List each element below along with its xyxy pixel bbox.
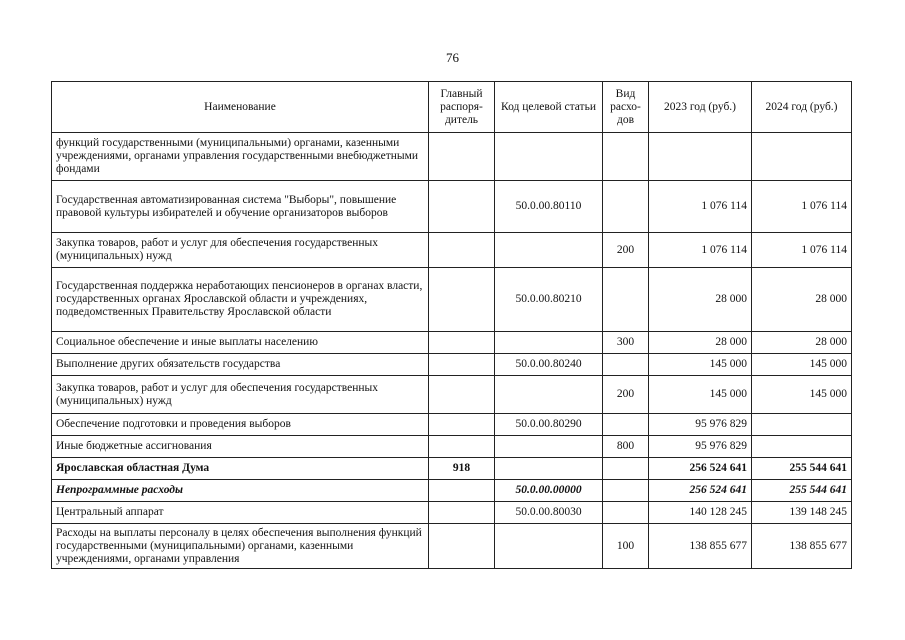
table-header-row [52, 82, 852, 133]
row-manager [429, 268, 495, 332]
row-code: 50.0.00.80240 [495, 354, 603, 376]
row-code [495, 133, 603, 181]
row-type [603, 502, 649, 524]
table-row [52, 133, 852, 181]
row-type: 800 [603, 436, 649, 458]
row-name: Непрограммные расходы [52, 480, 429, 502]
row-manager [429, 480, 495, 502]
header-name: Наименование [52, 82, 429, 133]
table-row [52, 332, 852, 354]
row-2024 [752, 133, 852, 181]
table-row [52, 354, 852, 376]
row-2023: 256 524 641 [649, 458, 752, 480]
row-type [603, 480, 649, 502]
header-expense-type: Вид расхо-дов [603, 82, 649, 133]
row-manager [429, 436, 495, 458]
row-2024 [752, 436, 852, 458]
row-name: Государственная поддержка неработающих пенсионеров в органах власти, государственных органах Ярославской области и учреждениях, подведомственных Правительству Ярославской области [52, 268, 429, 332]
table-row [52, 524, 852, 569]
row-name: функций государственными (муниципальными) органами, казенными учреждениями, органами управления государственными внебюджетными фондами [52, 133, 429, 181]
row-type [603, 414, 649, 436]
row-type: 100 [603, 524, 649, 569]
row-2023: 1 076 114 [649, 233, 752, 268]
row-2024: 1 076 114 [752, 233, 852, 268]
row-name: Иные бюджетные ассигнования [52, 436, 429, 458]
row-code [495, 376, 603, 414]
table-row [52, 414, 852, 436]
row-type [603, 268, 649, 332]
row-name: Выполнение других обязательств государства [52, 354, 429, 376]
row-2024: 139 148 245 [752, 502, 852, 524]
row-2023: 95 976 829 [649, 414, 752, 436]
row-type: 300 [603, 332, 649, 354]
row-type [603, 354, 649, 376]
row-code [495, 458, 603, 480]
header-manager: Главный распоря-дитель [429, 82, 495, 133]
row-type [603, 133, 649, 181]
budget-table [51, 81, 852, 569]
row-code [495, 332, 603, 354]
row-code: 50.0.00.80110 [495, 181, 603, 233]
row-name: Центральный аппарат [52, 502, 429, 524]
row-name: Ярославская областная Дума [52, 458, 429, 480]
row-2023: 145 000 [649, 376, 752, 414]
row-2024: 138 855 677 [752, 524, 852, 569]
row-manager [429, 332, 495, 354]
row-2023: 138 855 677 [649, 524, 752, 569]
row-2024: 28 000 [752, 332, 852, 354]
row-code [495, 524, 603, 569]
row-manager [429, 502, 495, 524]
row-type [603, 458, 649, 480]
row-name: Закупка товаров, работ и услуг для обеспечения государственных (муниципальных) нужд [52, 376, 429, 414]
table-row [52, 436, 852, 458]
row-manager [429, 376, 495, 414]
row-name: Закупка товаров, работ и услуг для обеспечения государственных (муниципальных) нужд [52, 233, 429, 268]
row-type [603, 181, 649, 233]
row-manager [429, 181, 495, 233]
row-2023: 256 524 641 [649, 480, 752, 502]
row-2023: 1 076 114 [649, 181, 752, 233]
row-2023: 140 128 245 [649, 502, 752, 524]
row-name: Расходы на выплаты персоналу в целях обеспечения выполнения функций государственными (муниципальными) органами, казенными учреждениями, органами управления [52, 524, 429, 569]
row-2024: 1 076 114 [752, 181, 852, 233]
row-2023: 95 976 829 [649, 436, 752, 458]
row-code [495, 436, 603, 458]
row-2023: 28 000 [649, 332, 752, 354]
header-year-2023: 2023 год (руб.) [649, 82, 752, 133]
header-target-code: Код целевой статьи [495, 82, 603, 133]
table-row [52, 458, 852, 480]
row-2023: 28 000 [649, 268, 752, 332]
table-row [52, 376, 852, 414]
row-manager [429, 133, 495, 181]
header-year-2024: 2024 год (руб.) [752, 82, 852, 133]
table-row [52, 268, 852, 332]
table-row [52, 233, 852, 268]
table-row [52, 502, 852, 524]
row-code: 50.0.00.80030 [495, 502, 603, 524]
row-2023: 145 000 [649, 354, 752, 376]
row-name: Социальное обеспечение и иные выплаты населению [52, 332, 429, 354]
row-2024: 255 544 641 [752, 458, 852, 480]
row-manager: 918 [429, 458, 495, 480]
row-type: 200 [603, 233, 649, 268]
row-manager [429, 524, 495, 569]
row-manager [429, 233, 495, 268]
row-2024: 28 000 [752, 268, 852, 332]
row-manager [429, 354, 495, 376]
row-code: 50.0.00.80210 [495, 268, 603, 332]
row-2023 [649, 133, 752, 181]
row-manager [429, 414, 495, 436]
row-name: Обеспечение подготовки и проведения выборов [52, 414, 429, 436]
row-code [495, 233, 603, 268]
row-code: 50.0.00.80290 [495, 414, 603, 436]
row-type: 200 [603, 376, 649, 414]
row-code: 50.0.00.00000 [495, 480, 603, 502]
row-2024: 145 000 [752, 354, 852, 376]
row-2024: 145 000 [752, 376, 852, 414]
row-name: Государственная автоматизированная система "Выборы", повышение правовой культуры избирателей и обучение организаторов выборов [52, 181, 429, 233]
row-2024: 255 544 641 [752, 480, 852, 502]
row-2024 [752, 414, 852, 436]
page-number: 76 [446, 50, 459, 65]
table-row [52, 480, 852, 502]
table-row [52, 181, 852, 233]
